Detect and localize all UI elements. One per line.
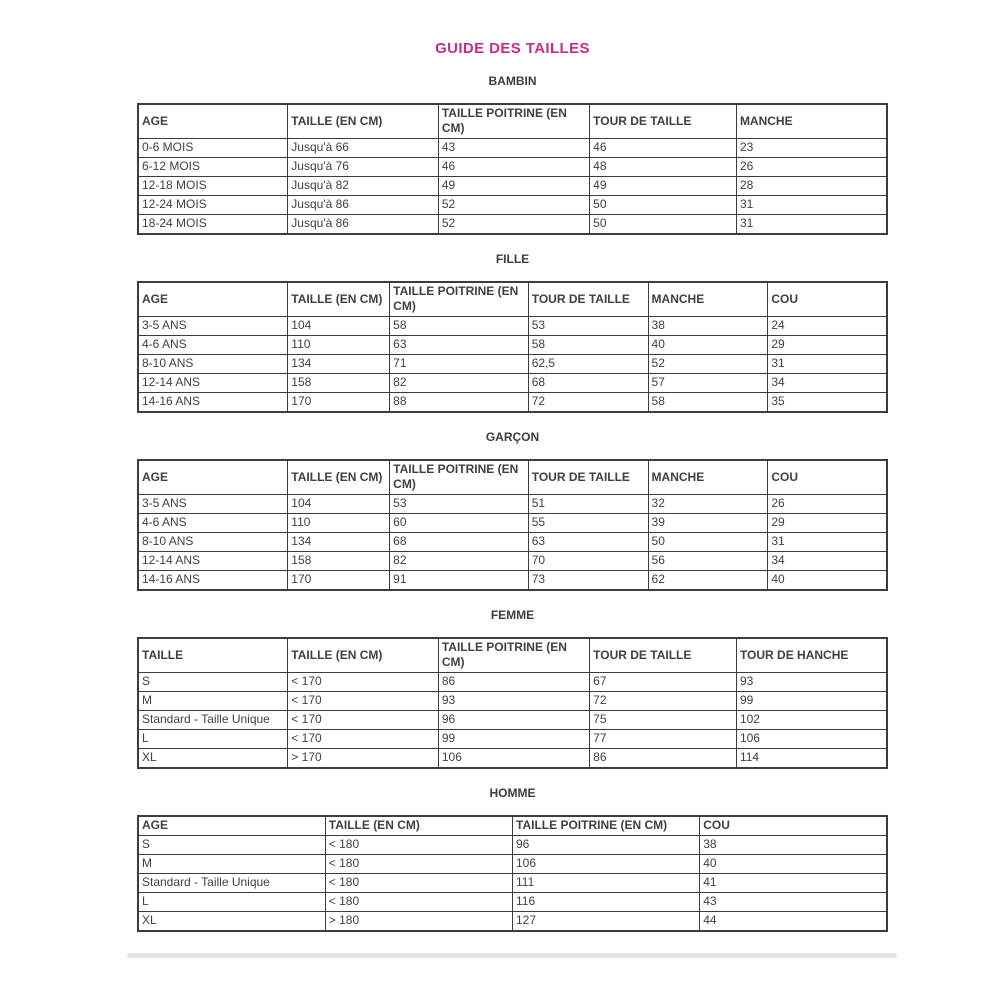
table-cell: < 180 [325, 893, 512, 912]
header-row [138, 638, 887, 673]
table-cell: 93 [736, 673, 887, 692]
table-row [138, 893, 887, 912]
table-cell: < 170 [288, 692, 439, 711]
table-cell: 57 [648, 374, 768, 393]
table-row [138, 514, 887, 533]
table-cell: 29 [768, 336, 887, 355]
column-header: TAILLE POITRINE (EN CM) [390, 460, 529, 495]
table-cell: 55 [528, 514, 648, 533]
table-cell: 68 [390, 533, 529, 552]
column-header: TAILLE [138, 638, 288, 673]
column-header: AGE [138, 460, 288, 495]
table-cell: 63 [390, 336, 529, 355]
column-header: COU [700, 816, 887, 836]
table-row [138, 393, 887, 413]
table-cell: 73 [528, 571, 648, 591]
table-row [138, 836, 887, 855]
table-row [138, 855, 887, 874]
table-cell: L [138, 893, 325, 912]
table-row [138, 139, 887, 158]
table-cell: S [138, 836, 325, 855]
column-header: TAILLE (EN CM) [288, 104, 439, 139]
table-cell: Jusqu'à 82 [288, 177, 439, 196]
column-header: TOUR DE TAILLE [590, 104, 737, 139]
table-cell: 31 [768, 533, 887, 552]
table-cell: 58 [528, 336, 648, 355]
table-cell: 52 [438, 215, 589, 235]
section-title-bambin: BAMBIN [488, 74, 537, 88]
table-cell: 99 [438, 730, 589, 749]
section-title-fille: FILLE [495, 252, 530, 266]
table-cell: Jusqu'à 66 [288, 139, 439, 158]
table-cell: < 180 [325, 836, 512, 855]
table-cell: 8-10 ANS [138, 355, 288, 374]
table-cell: 82 [390, 374, 529, 393]
table-row [138, 730, 887, 749]
table-cell: Jusqu'à 86 [288, 215, 439, 235]
column-header: COU [768, 460, 887, 495]
table-cell: 170 [288, 571, 390, 591]
table-cell: 14-16 ANS [138, 393, 288, 413]
table-cell: 49 [438, 177, 589, 196]
table-cell: 38 [700, 836, 887, 855]
table-cell: 170 [288, 393, 390, 413]
table-row [138, 355, 887, 374]
table-cell: M [138, 855, 325, 874]
table-row [138, 374, 887, 393]
table-cell: 12-14 ANS [138, 374, 288, 393]
table-cell: 134 [288, 533, 390, 552]
header-row [138, 282, 887, 317]
table-cell: < 170 [288, 673, 439, 692]
table-cell: 86 [590, 749, 737, 769]
table-cell: 14-16 ANS [138, 571, 288, 591]
table-row [138, 177, 887, 196]
table-cell: Jusqu'à 76 [288, 158, 439, 177]
table-row [138, 673, 887, 692]
table-cell: 134 [288, 355, 390, 374]
column-header: TAILLE POITRINE (EN CM) [390, 282, 529, 317]
table-cell: 70 [528, 552, 648, 571]
table-cell: 52 [438, 196, 589, 215]
table-row [138, 749, 887, 769]
table-cell: 104 [288, 317, 390, 336]
section-title-garcon: GARÇON [485, 430, 540, 444]
column-header: TAILLE (EN CM) [325, 816, 512, 836]
table-cell: 23 [736, 139, 887, 158]
table-cell: 46 [590, 139, 737, 158]
table-cell: 77 [590, 730, 737, 749]
column-header: TAILLE POITRINE (EN CM) [438, 638, 589, 673]
table-cell: 12-14 ANS [138, 552, 288, 571]
table-row [138, 158, 887, 177]
table-cell: 40 [700, 855, 887, 874]
table-cell: 72 [590, 692, 737, 711]
table-cell: < 180 [325, 855, 512, 874]
table-cell: 104 [288, 495, 390, 514]
table-cell: 93 [438, 692, 589, 711]
size-table-homme [137, 815, 888, 932]
column-header: TOUR DE HANCHE [736, 638, 887, 673]
table-cell: 82 [390, 552, 529, 571]
table-cell: 26 [768, 495, 887, 514]
table-cell: 35 [768, 393, 887, 413]
table-cell: 24 [768, 317, 887, 336]
table-cell: 31 [768, 355, 887, 374]
table-cell: 31 [736, 196, 887, 215]
table-cell: 68 [528, 374, 648, 393]
table-cell: 52 [648, 355, 768, 374]
table-row [138, 336, 887, 355]
table-cell: 48 [590, 158, 737, 177]
size-guide-page [137, 40, 888, 958]
table-cell: 110 [288, 514, 390, 533]
table-cell: Jusqu'à 86 [288, 196, 439, 215]
table-cell: Standard - Taille Unique [138, 874, 325, 893]
table-cell: 28 [736, 177, 887, 196]
table-cell: XL [138, 749, 288, 769]
table-cell: XL [138, 912, 325, 932]
table-cell: 4-6 ANS [138, 336, 288, 355]
table-cell: > 170 [288, 749, 439, 769]
table-cell: < 170 [288, 730, 439, 749]
column-header: MANCHE [648, 460, 768, 495]
table-cell: 41 [700, 874, 887, 893]
column-header: AGE [138, 816, 325, 836]
table-row [138, 711, 887, 730]
table-cell: 40 [768, 571, 887, 591]
table-cell: 4-6 ANS [138, 514, 288, 533]
table-row [138, 692, 887, 711]
section-title-homme: HOMME [489, 786, 536, 800]
table-cell: 29 [768, 514, 887, 533]
column-header: AGE [138, 282, 288, 317]
table-cell: 26 [736, 158, 887, 177]
table-cell: 63 [528, 533, 648, 552]
table-cell: 102 [736, 711, 887, 730]
column-header: TAILLE (EN CM) [288, 638, 439, 673]
table-cell: 38 [648, 317, 768, 336]
table-cell: 158 [288, 374, 390, 393]
table-cell: 62 [648, 571, 768, 591]
table-cell: 106 [438, 749, 589, 769]
table-cell: > 180 [325, 912, 512, 932]
table-cell: 62,5 [528, 355, 648, 374]
table-cell: 106 [736, 730, 887, 749]
table-cell: 6-12 MOIS [138, 158, 288, 177]
table-cell: 3-5 ANS [138, 317, 288, 336]
table-cell: < 180 [325, 874, 512, 893]
size-guide-sections [137, 74, 888, 932]
table-cell: < 170 [288, 711, 439, 730]
column-header: TOUR DE TAILLE [590, 638, 737, 673]
table-cell: 50 [648, 533, 768, 552]
table-cell: 114 [736, 749, 887, 769]
table-cell: 67 [590, 673, 737, 692]
table-cell: 39 [648, 514, 768, 533]
table-cell: 18-24 MOIS [138, 215, 288, 235]
table-cell: 99 [736, 692, 887, 711]
table-cell: Standard - Taille Unique [138, 711, 288, 730]
table-cell: 44 [700, 912, 887, 932]
table-cell: 12-24 MOIS [138, 196, 288, 215]
header-row [138, 816, 887, 836]
column-header: TOUR DE TAILLE [528, 282, 648, 317]
size-table-bambin [137, 103, 888, 235]
table-cell: 110 [288, 336, 390, 355]
table-cell: 111 [513, 874, 700, 893]
table-cell: 96 [513, 836, 700, 855]
column-header: TAILLE (EN CM) [288, 460, 390, 495]
table-cell: 58 [390, 317, 529, 336]
table-row [138, 317, 887, 336]
table-cell: 51 [528, 495, 648, 514]
table-row [138, 196, 887, 215]
table-row [138, 571, 887, 591]
column-header: MANCHE [736, 104, 887, 139]
column-header: TAILLE POITRINE (EN CM) [513, 816, 700, 836]
column-header: COU [768, 282, 887, 317]
table-row [138, 533, 887, 552]
table-cell: M [138, 692, 288, 711]
table-cell: L [138, 730, 288, 749]
table-cell: 34 [768, 552, 887, 571]
table-cell: 106 [513, 855, 700, 874]
table-cell: 46 [438, 158, 589, 177]
column-header: TAILLE (EN CM) [288, 282, 390, 317]
table-cell: 50 [590, 196, 737, 215]
table-cell: 53 [390, 495, 529, 514]
page-title: GUIDE DES TAILLES [435, 40, 590, 57]
table-cell: 43 [438, 139, 589, 158]
table-cell: S [138, 673, 288, 692]
bottom-divider [127, 953, 897, 958]
section-title-femme: FEMME [490, 608, 535, 622]
table-cell: 12-18 MOIS [138, 177, 288, 196]
table-row [138, 215, 887, 235]
table-cell: 60 [390, 514, 529, 533]
table-cell: 53 [528, 317, 648, 336]
table-cell: 116 [513, 893, 700, 912]
table-cell: 127 [513, 912, 700, 932]
column-header: TOUR DE TAILLE [528, 460, 648, 495]
table-cell: 72 [528, 393, 648, 413]
column-header: AGE [138, 104, 288, 139]
table-row [138, 912, 887, 932]
table-cell: 31 [736, 215, 887, 235]
size-table-garcon [137, 459, 888, 591]
table-cell: 91 [390, 571, 529, 591]
header-row [138, 460, 887, 495]
table-cell: 0-6 MOIS [138, 139, 288, 158]
size-table-fille [137, 281, 888, 413]
table-cell: 56 [648, 552, 768, 571]
table-cell: 50 [590, 215, 737, 235]
table-row [138, 874, 887, 893]
table-cell: 86 [438, 673, 589, 692]
table-cell: 40 [648, 336, 768, 355]
table-row [138, 552, 887, 571]
table-cell: 49 [590, 177, 737, 196]
table-row [138, 495, 887, 514]
table-cell: 71 [390, 355, 529, 374]
table-cell: 158 [288, 552, 390, 571]
header-row [138, 104, 887, 139]
table-cell: 75 [590, 711, 737, 730]
table-cell: 58 [648, 393, 768, 413]
table-cell: 43 [700, 893, 887, 912]
size-table-femme [137, 637, 888, 769]
column-header: TAILLE POITRINE (EN CM) [438, 104, 589, 139]
table-cell: 32 [648, 495, 768, 514]
table-cell: 8-10 ANS [138, 533, 288, 552]
column-header: MANCHE [648, 282, 768, 317]
table-cell: 34 [768, 374, 887, 393]
table-cell: 96 [438, 711, 589, 730]
table-cell: 3-5 ANS [138, 495, 288, 514]
table-cell: 88 [390, 393, 529, 413]
